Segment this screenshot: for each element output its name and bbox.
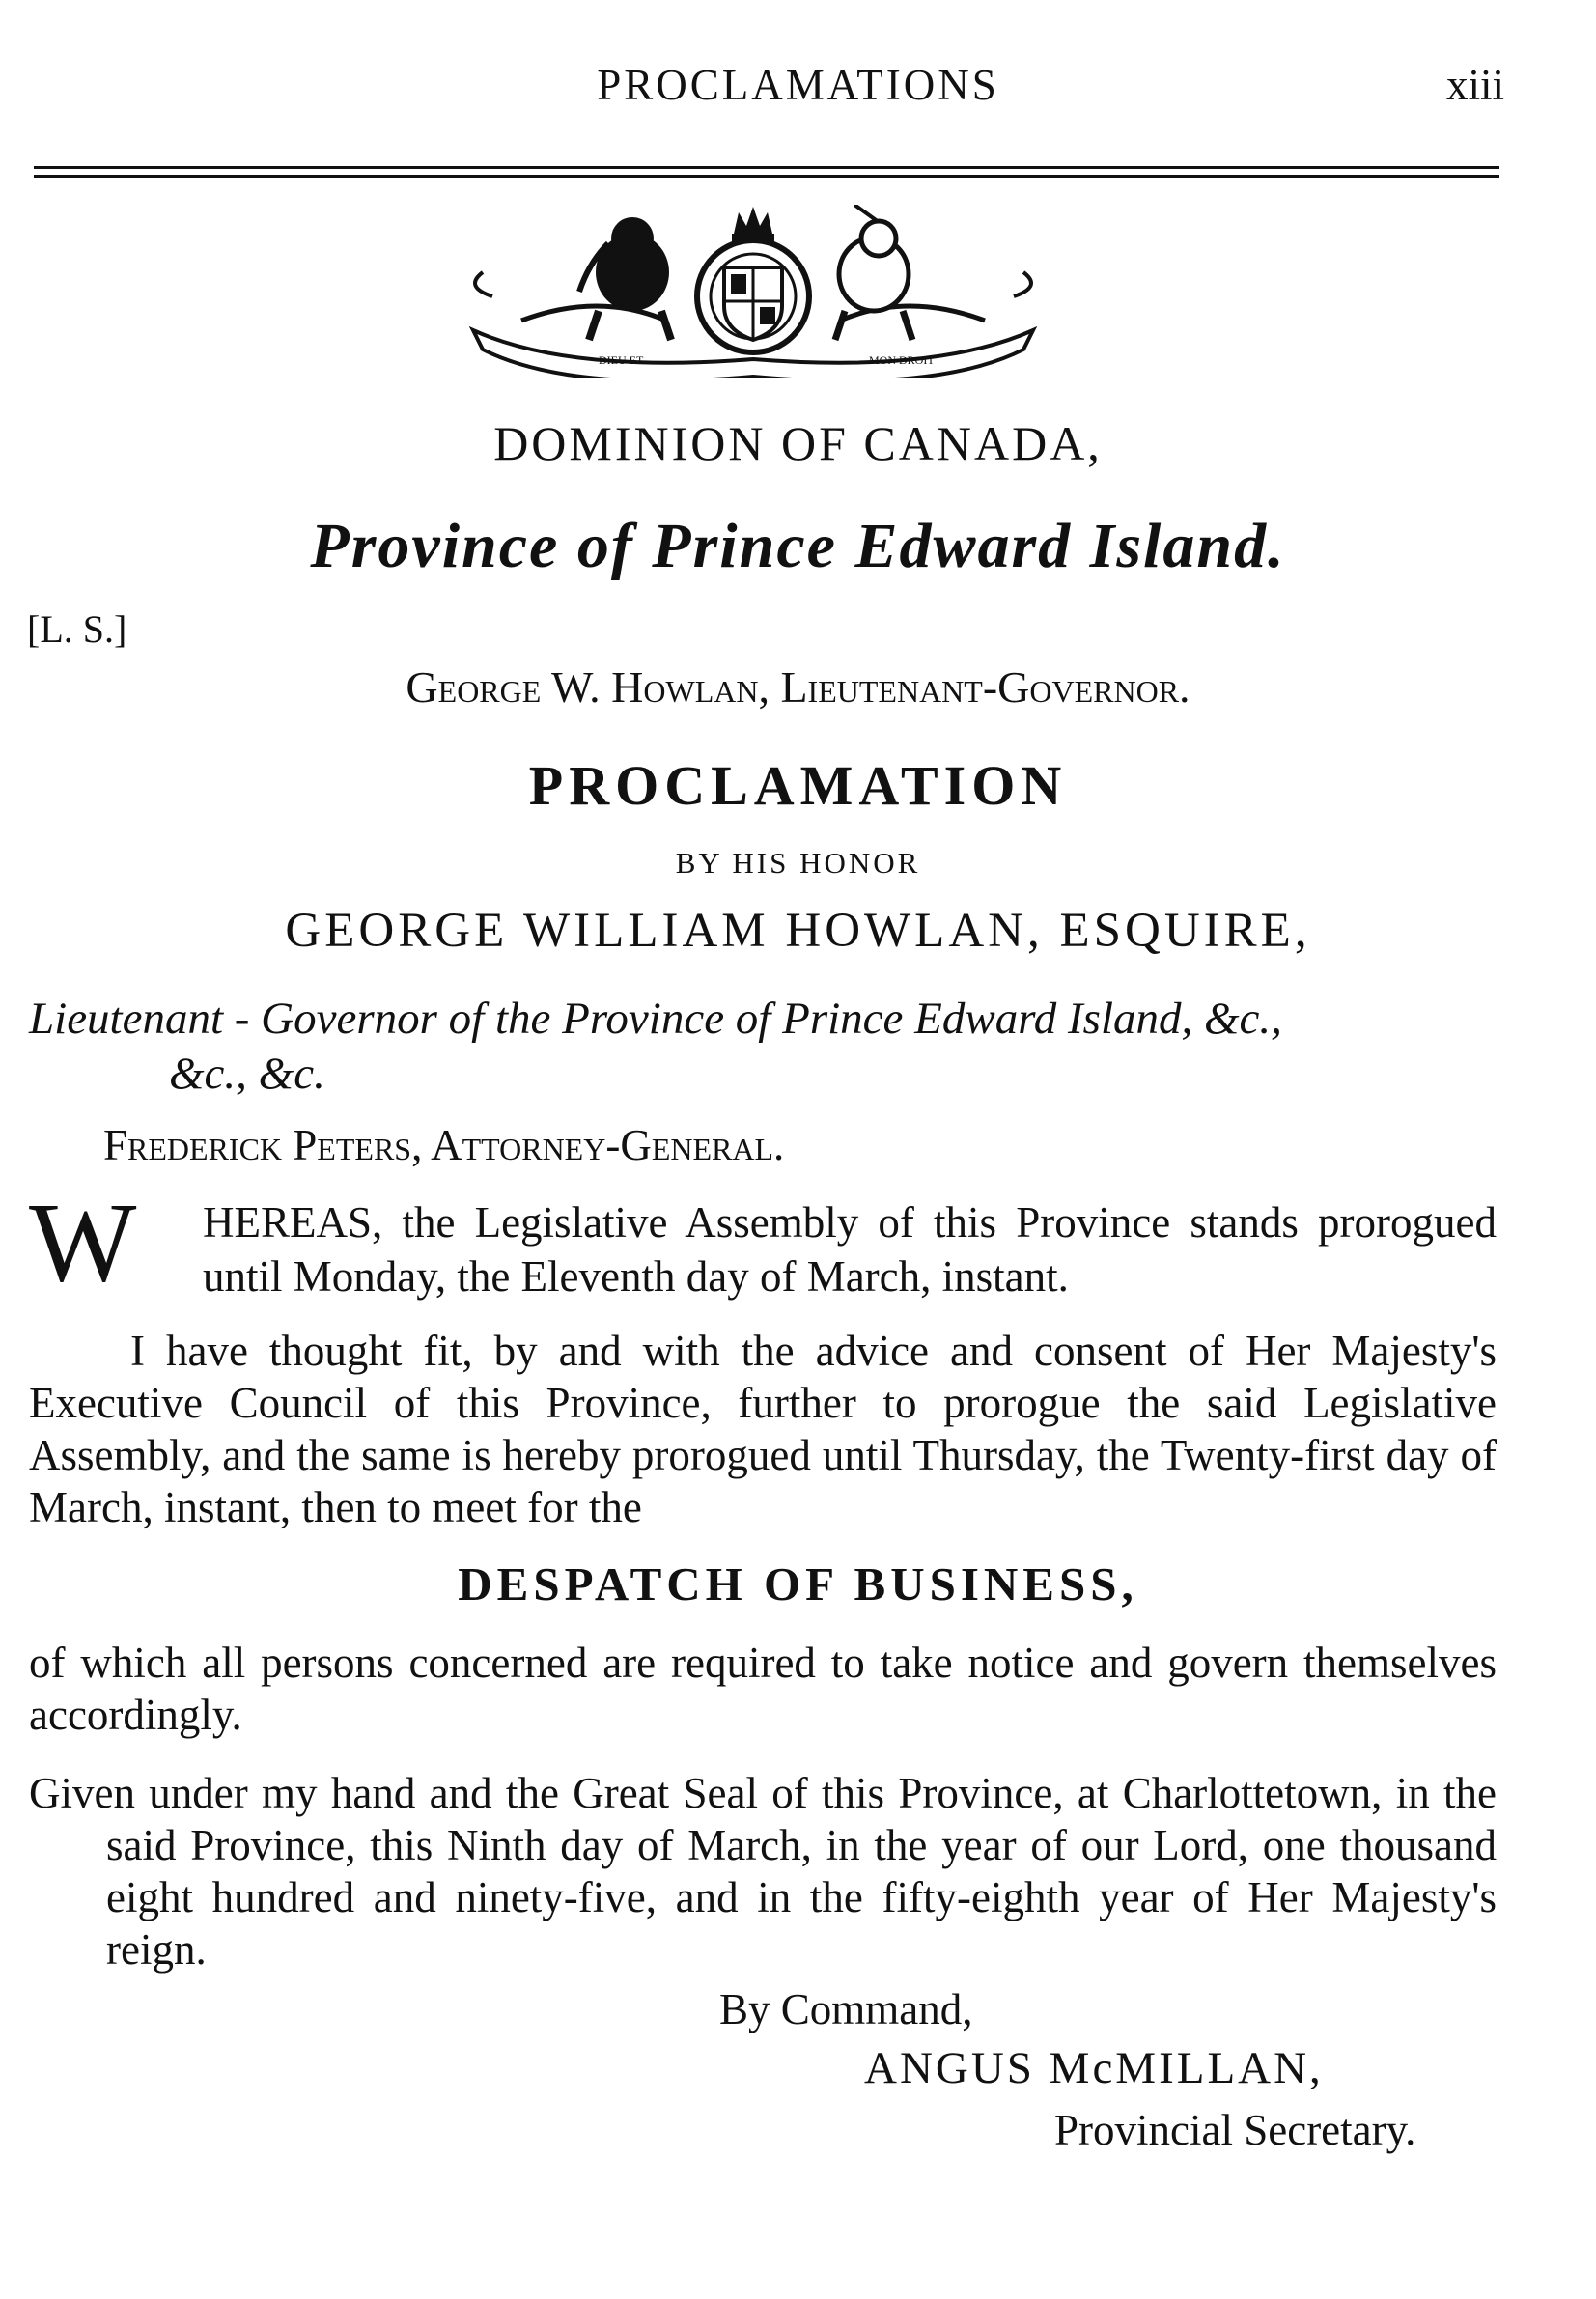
header-rule-bottom: [34, 175, 1499, 178]
svg-text:MON DROIT: MON DROIT: [869, 353, 935, 367]
governor-name: GEORGE WILLIAM HOWLAN, ESQUIRE,: [285, 904, 1311, 958]
attorney-general-line: Frederick Peters, Attorney-General.: [103, 1121, 785, 1169]
page-number: xiii: [1445, 61, 1504, 109]
dropcap-letter: W: [29, 1179, 137, 1305]
whereas-paragraph: HEREAS, the Legislative Assembly of this Province stands prorogued until Monday, the Eleventh day of March, instant.: [203, 1198, 1497, 1301]
running-head: PROCLAMATIONS: [597, 61, 999, 109]
by-command: By Command,: [719, 1985, 973, 2033]
despatch-heading: DESPATCH OF BUSINESS,: [458, 1557, 1138, 1611]
secretary-title: Provincial Secretary.: [1054, 2106, 1416, 2154]
governor-title-etc: &c., &c.: [169, 1049, 325, 1099]
province-heading: Province of Prince Edward Island.: [310, 511, 1286, 581]
notice-paragraph: of which all persons concerned are required to take notice and govern themselves accordingly.: [29, 1639, 1497, 1739]
governor-title: Lieutenant - Governor of the Province of Prince Edward Island, &c.,: [29, 994, 1282, 1044]
royal-coat-of-arms-icon: [454, 205, 1052, 378]
given-under-paragraph: Given under my hand and the Great Seal of this Province, at Charlottetown, in the said Province, this Ninth day of March, in the year of our Lord, one thousand eight hundred and ninety-five, and in the fifty-eighth year of Her Majesty's reign.: [29, 1769, 1497, 1974]
seal-mark: [L. S.]: [27, 607, 127, 651]
proclamation-title: PROCLAMATION: [528, 754, 1068, 817]
header-rule-top: [34, 166, 1499, 169]
governor-line: George W. Howlan, Lieutenant-Governor.: [406, 662, 1190, 712]
dominion-heading: DOMINION OF CANADA,: [493, 416, 1103, 470]
by-his-honor: BY HIS HONOR: [675, 846, 921, 880]
svg-text:DIEU ET: DIEU ET: [599, 353, 644, 367]
prorogation-paragraph: I have thought fit, by and with the advice and consent of Her Majesty's Executive Council of this Province, further to prorogue the said Legislative Assembly, and the same is hereby prorogued until Thursday, the Twenty-first day of March, instant, then to meet for the: [29, 1327, 1497, 1531]
secretary-name: ANGUS McMILLAN,: [864, 2043, 1324, 2093]
